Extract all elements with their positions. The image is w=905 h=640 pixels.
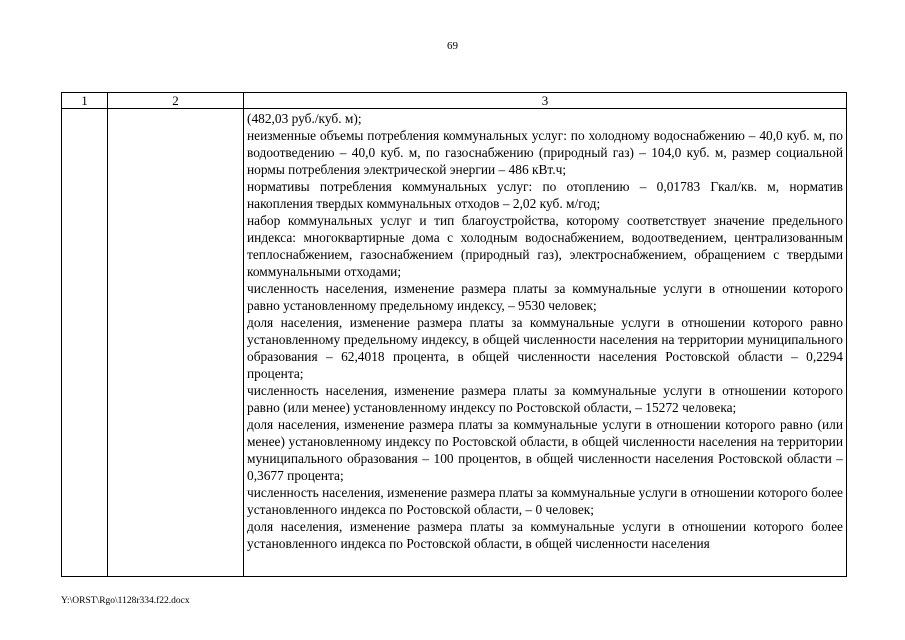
paragraph-population-equal-limit: численность населения, изменение размера платы за коммунальные услуги в отношении которого равно установленному предельному индексу, – 9530 человек; [247,281,843,313]
paragraph-population-equal-or-less-regional: численность населения, изменение размера платы за коммунальные услуги в отношении которого равно (или менее) установленному индексу по Ростовской области, – 15272 человека; [247,383,843,415]
table-row [62,109,847,577]
paragraph-consumption-volumes: неизменные объемы потребления коммунальных услуг: по холодному водоснабжению – 40,0 куб. м, по водоотведению – 40,0 куб. м, по газоснабжению (природный газ) – 104,0 куб. м, размер социальной нормы потребления электрической энергии – 486 кВт.ч; [247,128,843,177]
footer-file-path: Y:\ORST\Rgo\1128r334.f22.docx [61,596,190,606]
cell-column-2 [108,109,244,577]
paragraph-share-equal-limit: доля населения, изменение размера платы за коммунальные услуги в отношении которого равно установленному предельному индексу, в общей численности населения на территории муниципального образования – 62,4018 процента, в общей численности населения Ростовской области – 0,2294 процента; [247,315,843,381]
column-header-3: 3 [244,93,847,109]
table-header-row [62,93,847,109]
paragraph-tariff-value: (482,03 руб./куб. м); [247,111,362,126]
paragraph-population-above-regional: численность населения, изменение размера платы за коммунальные услуги в отношении которого более установленного индекса по Ростовской области, – 0 человек; [247,485,843,517]
column-header-2: 2 [108,93,244,109]
paragraph-services-set: набор коммунальных услуг и тип благоустройства, которому соответствует значение предельного индекса: многоквартирные дома с холодным водоснабжением, водоотведением, централизованным теплоснабжением, газоснабжением (природный газ), электроснабжением, обращением с твердыми коммунальными отходами; [247,213,843,279]
cell-column-1 [62,109,108,577]
page-number: 69 [447,40,458,52]
paragraph-consumption-norms: нормативы потребления коммунальных услуг: по отоплению – 0,01783 Гкал/кв. м, норматив накопления твердых коммунальных отходов – 2,02 куб. м/год; [247,179,843,211]
paragraph-share-equal-or-less-regional: доля населения, изменение размера платы за коммунальные услуги в отношении которого равно (или менее) установленному индексу по Ростовской области, в общей численности населения на территории муниципального образования – 100 процентов, в общей численности населения Ростовской области – 0,3677 процента; [247,417,843,483]
cell-column-3 [244,109,847,577]
column-header-1: 1 [62,93,108,109]
document-table [61,92,847,577]
paragraph-share-above-regional: доля населения, изменение размера платы за коммунальные услуги в отношении которого более установленного индекса по Ростовской области, в общей численности населения [247,519,843,551]
